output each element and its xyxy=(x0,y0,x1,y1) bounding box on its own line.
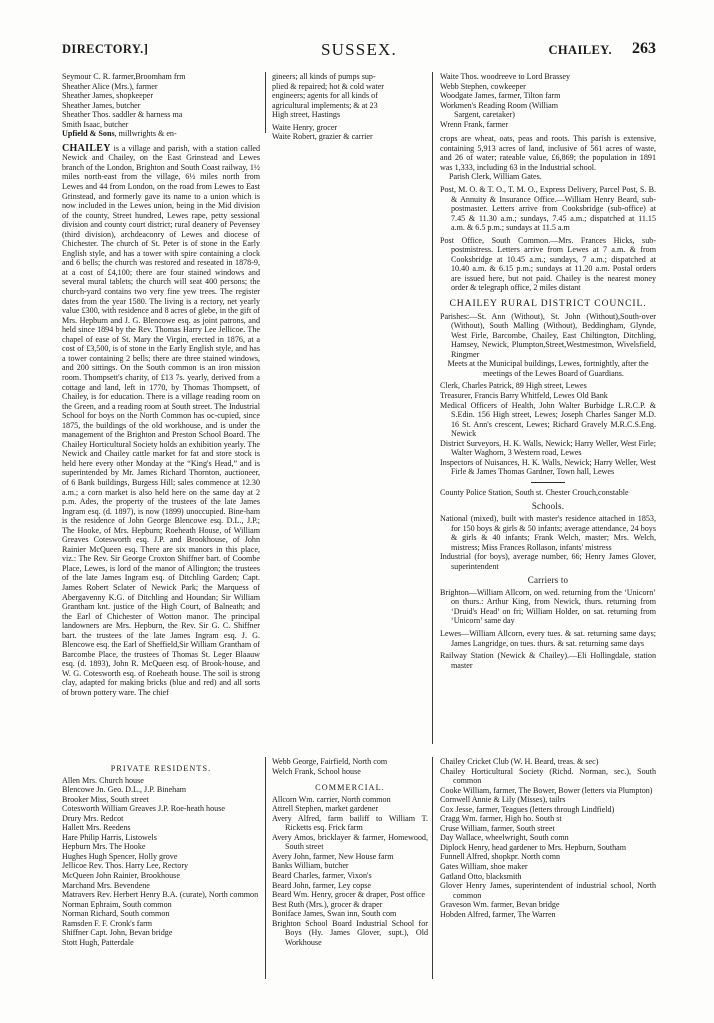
rdc-officer: Inspectors of Nuisances, H. K. Walls, Newick; Harry Weller, West Firle & James Thomas Gardner, Town hall, Lewes xyxy=(440,457,656,477)
commercial-column-b xyxy=(440,757,656,919)
list-item: McQueen John Rainier, Brookhouse xyxy=(62,871,180,881)
list-item: Cragg Wm. farmer, High ho. South st xyxy=(440,814,562,824)
list-item: gineers; all kinds of pumps sup- xyxy=(272,72,376,81)
list-item: Hepburn Mrs. The Hooke xyxy=(62,842,146,852)
parish-description-text: is a village and parish, with a station called Newick and Chailey, on the East Grinstead and Lewes branch of the London, Brighton and South Coast railway, 1½ miles north-east from the village, 6½ miles north from Lewes and 44 from London, on the road from Lewes to East Grinstead, and formerly gave its name to a union which is now included in the Lewes union, being in the Mid division of the county, Street hundred, Lewes rape, petty sessional division and county court district; rural deanery of Pevensey (third division), archdeaconry of Lewes and diocese of Chichester. The church of St. Peter is of stone in the Early English style, and has a tower with spire containing a clock and 6 bells; the church was restored and reseated in 1878-9, at a cost of £4,100; there are four stained windows and several mural tablets; the church will seat 400 persons; the church-yard contains two very fine yew trees. The register dates from the year 1580. The living is a rectory, net yearly value £300, with residence and 8 acres of glebe, in the gift of Mrs. Hepburn and J. G. Blencowe esq. as joint patrons, and held since 1894 by the Rev. Thomas Harry Lee Jellicoe. The chapel of ease of St. Mary the Virgin, erected in 1876, at a cost of £3,500, is of stone in the Early English style, and has a tower containing 2 bells; there are three stained windows, and 200 sittings. On the South common is an iron mission room. Thompsett's charity, of £13 7s. yearly, derived from a cottage and land, left in 1770, by Thomas Thompsett, of Chailey, is for education. There is a village reading room on the Green, and a reading room at South street. The Industrial School for boys on the North Common has oc-cupied, since 1875, the buildings of the old workhouse, and is under the management of the Brighton and Preston School Board. The Chailey Horticultural Society holds an exhibition yearly. The Newick and Chailey cattle market for fat and store stock is held here every other Monday at the “King's Head,” and is superintended by Mr. James Richard Thornton, auctioneer, of 6 Bank buildings, Burgess Hill; sales commence at 12.30 a.m.; a corn market is also held here on the same day at 2 p.m. Ades, the property of the trustees of the late James Ingram esq. (d. 1897), is now (1899) unoccupied. Bine-ham is the residence of John George Blencowe esq. D.L., J.P.; The Hooke, of Mrs. Hepburn; Roeheath House, of William Greaves Cotesworth esq. J.P. and Brookhouse, of John Rainier McQueen esq. There are six manors in this place, viz.: The Rev. Sir George Croxton Shiffner bart. of Coombe Place, Lewes, is lord of the manor of Allington; the trustees of the late James Ingram esq. of Ditchling Garden; Capt. James Robert Sclater of Newick Park; the Marquess of Abergavenny K.G. of Ditchling and Houndan; Sir William Grantham knt. justice of the High Court, of Balneath; and the Earl of Chichester of Wotton manor. The principal landowners are Mrs. Hepburn, the Rev. Sir G. C. Shiffner bart. the trustees of the late James Ingram esq. J. G. Blencowe esq. the Earl of Sheffield,Sir William Grantham of Barcombe Place, the trustees of Thomas St. Leger Blaauw esq. (d. 1893), John R. McQueen esq. of Brook-house, and W. G. Cotesworth esq. of Roeheath house. The soil is strong clay, adapted for making bricks (blue and red) and all sorts of brown pottery ware. The chief xyxy=(62,143,260,697)
trade-tail-col1 xyxy=(62,72,260,139)
list-item: Smith Isaac, butcher xyxy=(62,119,129,129)
list-item: Wrenn Frank, farmer xyxy=(440,119,509,129)
list-item: Hallett Mrs. Reedens xyxy=(62,823,131,833)
list-item: Best Ruth (Mrs.), grocer & draper xyxy=(272,899,383,909)
list-item-firm-desc: , millwrights & en- xyxy=(114,129,177,139)
post-office-entry: Post, M. O. & T. O., T. M. O., Express Delivery, Parcel Post, S. B. & Annuity & Insurance Office.—William Henry Beard, sub-postmaster. Letters arrive from Cooksbridge (sub-office) at 7.45 & 11.30 a.m.; sundays, 7.45 a.m.; dispatched at 11.15 a.m. & 6.5 p.m.; sundays at 11.5 a.m xyxy=(440,185,656,233)
list-item: Ramsden F. F. Cronk's farm xyxy=(62,918,153,928)
list-item: Welch Frank, School house xyxy=(272,766,361,776)
list-item: Hare Philip Harris, Listowels xyxy=(62,832,157,842)
running-head-center: SUSSEX. xyxy=(321,40,397,59)
schools-heading: Schools. xyxy=(531,501,565,512)
rdc-officer: Medical Officers of Health, John Walter Burbidge L.R.C.P. & S.Edin. 156 High street, Lewes; Joseph Charles Sanger M.D. 16 St. Ann's crescent, Lewes; Richard Gravely M.R.C.S.Eng. Newick xyxy=(440,400,656,439)
running-head-parish: CHAILEY. xyxy=(548,43,612,57)
list-item: Avery Amos, bricklayer & farmer, Homewood, South street xyxy=(272,832,428,852)
list-item: Day Wallace, wheelwright, South comn xyxy=(440,833,569,843)
list-item: Banks William, butcher xyxy=(272,861,349,871)
column-1 xyxy=(62,72,260,698)
carrier-entry: Lewes—William Allcorn, every tues. & sat. returning same days; James Langridge, on tues. thurs. & sat. returning same days xyxy=(440,628,656,648)
list-item xyxy=(62,129,260,139)
list-item: Allcorn Wm. carrier, North common xyxy=(272,794,391,804)
list-item: Cruse William, farmer, South street xyxy=(440,823,555,833)
upper-text-block xyxy=(62,72,656,744)
list-item-firm-name: Upfield & Sons xyxy=(62,129,115,139)
list-item: Graveson Wm. farmer, Bevan bridge xyxy=(440,900,560,910)
list-item: Seymour C. R. farmer,Broomham frm xyxy=(62,72,186,81)
private-residents-heading: PRIVATE RESIDENTS. xyxy=(110,764,212,773)
list-item: Matravers Rev. Herbert Henry B.A. (curate), North common xyxy=(62,890,259,900)
list-item: Drury Mrs. Redcot xyxy=(62,813,124,823)
list-item: Diplock Henry, head gardener to Mrs. Hepburn, Southam xyxy=(440,842,627,852)
list-item: Brooker Miss, South street xyxy=(62,794,149,804)
list-item: Gatland Otto, blacksmith xyxy=(440,871,522,881)
column-rule-2 xyxy=(432,72,433,744)
list-item: Hobden Alfred, farmer, The Warren xyxy=(440,909,556,919)
police-station-entry: County Police Station, South st. Chester Crouch,constable xyxy=(440,487,629,497)
list-item: Cox Jesse, farmer, Teagues (letters through Lindfield) xyxy=(440,804,615,814)
list-item: Chailey Horticultural Society (Richd. Norman, sec.), South common xyxy=(440,766,656,786)
list-item: Webb George, Fairfield, North com xyxy=(272,757,388,766)
rural-district-council-heading: CHAILEY RURAL DISTRICT COUNCIL. xyxy=(449,298,647,310)
page-number: 263 xyxy=(632,40,656,57)
list-item: Beard Charles, farmer, Vixon's xyxy=(272,871,372,881)
list-item: Cotesworth William Greaves J.P. Roe-heath house xyxy=(62,804,225,814)
list-item: Chailey Cricket Club (W. H. Beard, treas. & sec) xyxy=(440,757,599,766)
rdc-parishes: Parishes:—St. Ann (Without), St. John (Without),South-over (Without), South Malling (Without), Beddingham, Glynde, West Firle, Barcombe, Chailey, East Chiltington, Ditchling, Hamsey, Newick, Plumpton,Street,Westmestmon, Wivelsfield, Ringmer xyxy=(440,311,656,359)
railway-station-entry: Railway Station (Newick & Chailey).—Eli Hollingdale, station master xyxy=(440,651,656,670)
commercial-column-a xyxy=(272,757,428,947)
running-head xyxy=(62,42,656,68)
column-rule-1b xyxy=(265,72,266,133)
list-item: Sargent, caretaker) xyxy=(454,110,515,120)
rdc-officer: District Surveyors, H. K. Walls, Newick; Harry Weller, West Firle; Walter Waghorn, 3 Western road, Lewes xyxy=(440,438,656,458)
list-item: Gates William, shoe maker xyxy=(440,862,528,872)
list-item: plied & repaired; hot & cold water xyxy=(272,81,384,91)
trade-tail-col2 xyxy=(272,72,428,142)
list-item: Funnell Alfred, shopkpr. North comn xyxy=(440,852,561,862)
list-item: Norman Richard, South common xyxy=(62,909,170,919)
parish-name: CHAILEY xyxy=(62,142,111,154)
column-2 xyxy=(272,72,428,142)
list-item: engineers; agents for all kinds of xyxy=(272,91,378,101)
column-rule-4 xyxy=(432,757,433,979)
list-item: Sheather Thos. saddler & harness ma xyxy=(62,110,183,120)
list-item: Webb Stephen, cowkeeper xyxy=(440,81,526,91)
list-item: Blencowe Jn. Geo. D.L., J.P. Bineham xyxy=(62,785,187,795)
parish-description xyxy=(62,144,260,698)
school-entry: Industrial (for boys), average number, 66; Henry James Glover, superintendent xyxy=(440,552,656,571)
list-item: Marchand Mrs. Bevendene xyxy=(62,880,150,890)
list-item: Attrell Stephen, market gardener xyxy=(272,804,379,814)
list-item: Waite Robert, grazier & carrier xyxy=(272,132,373,142)
list-item: Woodgate James, farmer, Tilton farm xyxy=(440,91,561,101)
list-item: Beard Wm. Henry, grocer & draper, Post office xyxy=(272,890,426,900)
list-item: Waite Henry, grocer xyxy=(272,122,338,132)
post-office-south-common-entry: Post Office, South Common.—Mrs. Frances Hicks, sub-postmistress. Letters arrive from Lewes at 7 a.m. & from Cooksbridge at 10.45 a.m.; sundays, 7 a.m.; dispatched at 10.40 a.m. & 6.15 p.m.; sundays at 11.20 a.m. Postal orders are issued here, but not paid. Chailey is the nearest money order & telegraph office, 2 miles distant xyxy=(440,235,656,293)
rdc-officer: Treasurer, Francis Barry Whitfeld, Lewes Old Bank xyxy=(440,390,608,400)
carriers-heading: Carriers to xyxy=(527,575,569,586)
list-item: High street, Hastings xyxy=(272,110,341,120)
list-item: Sheather James, butcher xyxy=(62,100,141,110)
list-item: Sheather James, shopkeeper xyxy=(62,91,154,101)
section-divider xyxy=(531,482,565,483)
carrier-entry: Brighton—William Allcorn, on wed. returning from the ‘Unicorn’ on thurs.: Arthur King, from Newick, thurs. returning from ‘Druid's Head’ on fri; William Holder, on sat. returning from ‘Unicorn’ same day xyxy=(440,587,656,626)
rdc-officer: Clerk, Charles Patrick, 89 High street, Lewes xyxy=(440,381,587,391)
running-head-left: DIRECTORY.] xyxy=(62,42,149,56)
parish-clerk: Parish Clerk, William Gates. xyxy=(449,172,542,182)
lower-text-block xyxy=(62,757,656,1007)
commercial-heading: COMMERCIAL. xyxy=(315,783,385,793)
private-residents-column xyxy=(62,757,260,947)
list-item: agricultural implements; & at 23 xyxy=(272,100,378,110)
list-item: Beard John, farmer, Ley copse xyxy=(272,880,372,890)
column-rule-3 xyxy=(265,757,266,979)
parish-description-continued: crops are wheat, oats, peas and roots. This parish is extensive, containing 5,913 acres of land, inclusive of 561 acres of waste, and 26 of water; rateable value, £6,869; the population in 1891 was 1,333, including 63 in the Industrial school. xyxy=(440,134,656,172)
list-item: Stott Hugh, Patterdale xyxy=(62,937,134,947)
school-entry: National (mixed), built with master's residence attached in 1853, for 150 boys & girls & 50 infants; average attendance, 24 boys & girls & 40 infants; Frank Welch, master; Mrs. Welch, mistress; Miss Frances Rollason, infants' mistress xyxy=(440,513,656,552)
list-item: Brighton School Board Industrial School for Boys (Hy. James Glover, supt.), Old Workhouse xyxy=(272,918,428,947)
list-item: Waite Thos. woodreeve to Lord Brassey xyxy=(440,72,571,81)
list-item: Sheather Alice (Mrs.), farmer xyxy=(62,81,158,91)
list-item: Avery Alfred, farm bailiff to William T. Ricketts esq. Frick farm xyxy=(272,813,428,833)
list-item: Cooke William, farmer, The Bower, Bower (letters via Plumpton) xyxy=(440,785,653,795)
list-item: Glover Henry James, superintendent of industrial school, North common xyxy=(440,881,656,900)
rdc-meeting-info: Meets at the Municipal buildings, Lewes, fortnightly, after the meetings of the Lewes Board of Guardians. xyxy=(447,359,649,378)
list-item: Norman Ephraim, South common xyxy=(62,899,172,909)
list-item: Avery John, farmer, New House farm xyxy=(272,851,394,861)
list-item: Shiffner Capt. John, Bevan bridge xyxy=(62,928,173,938)
list-item: Cornwell Annie & Lily (Misses), tailrs xyxy=(440,795,566,805)
column-3 xyxy=(440,72,656,670)
list-item: Boniface James, Swan inn, South com xyxy=(272,909,397,919)
list-item: Jellicoe Rev. Thos. Harry Lee, Rectory xyxy=(62,861,189,871)
list-item: Workmen's Reading Room (William xyxy=(440,100,559,110)
trade-tail-col3 xyxy=(440,72,656,129)
list-item: Allen Mrs. Church house xyxy=(62,775,144,785)
list-item: Hughes Hugh Spencer, Holly grove xyxy=(62,851,178,861)
